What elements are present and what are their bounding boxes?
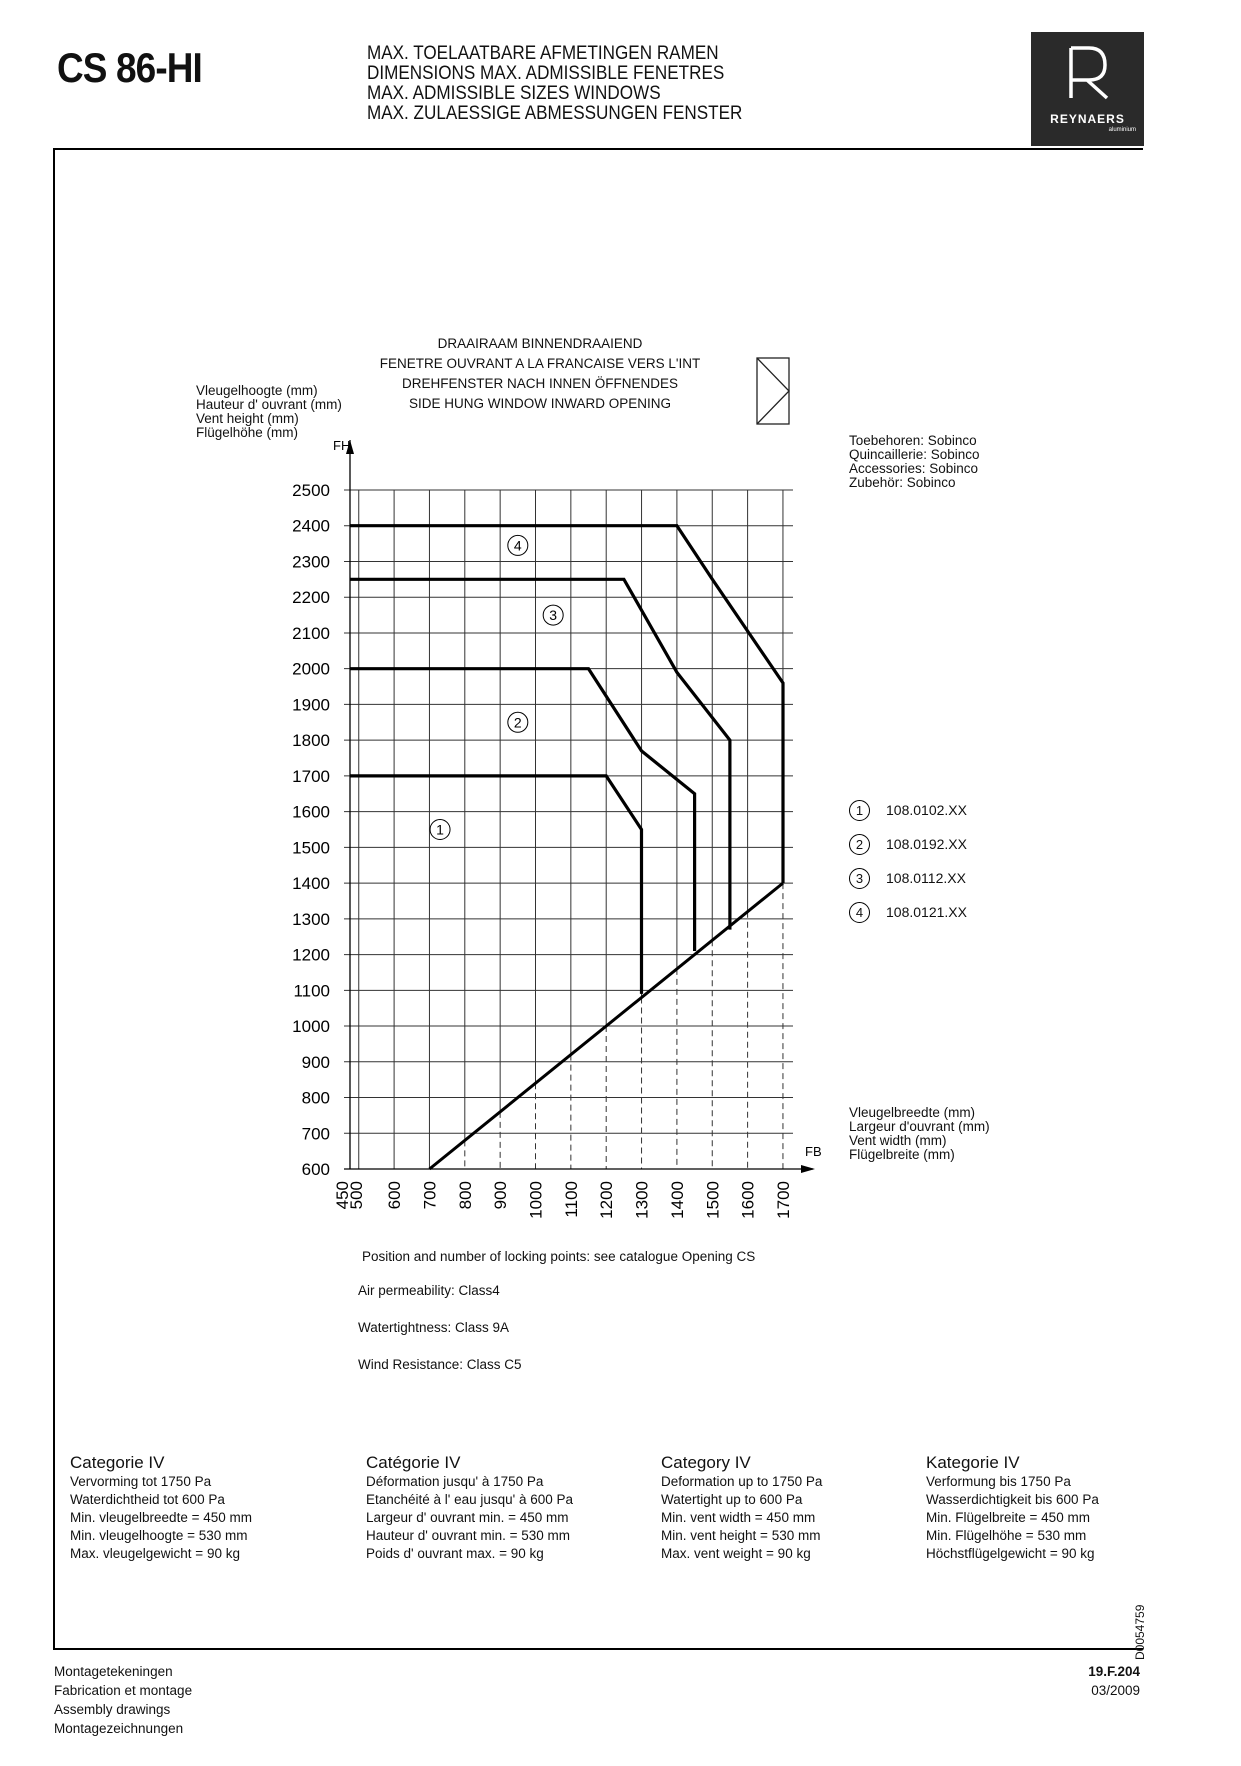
x-tick-label: 900 xyxy=(491,1181,511,1210)
legend-code: 108.0112.XX xyxy=(886,870,966,886)
chart-grid xyxy=(344,490,793,1169)
x-title-en: Vent width (mm) xyxy=(849,1133,947,1148)
title-en: MAX. ADMISSIBLE SIZES WINDOWS xyxy=(367,83,661,104)
title-de: MAX. ZULAESSIGE ABMESSUNGEN FENSTER xyxy=(367,103,743,124)
category-en xyxy=(661,1453,822,1563)
accessories-en: Accessories: Sobinco xyxy=(849,461,979,476)
window-title-de: DREHFENSTER NACH INNEN ÖFFNENDES xyxy=(401,376,679,391)
y-tick-label: 2400 xyxy=(292,516,330,536)
category-en-line: Min. vent height = 530 mm xyxy=(661,1528,821,1543)
y-title-en: Vent height (mm) xyxy=(196,411,299,426)
x-title-fr: Largeur d'ouvrant (mm) xyxy=(849,1119,990,1134)
y-tick-label: 1100 xyxy=(293,981,330,1001)
legend-number: 1 xyxy=(849,800,870,821)
legend-code: 108.0102.XX xyxy=(886,802,967,818)
category-de xyxy=(926,1453,1099,1563)
y-tick-label: 2000 xyxy=(292,659,330,679)
footer-en: Assembly drawings xyxy=(54,1702,171,1717)
footer-right xyxy=(1000,1662,1140,1700)
category-fr-line: Poids d' ouvrant max. = 90 kg xyxy=(366,1546,544,1561)
category-nl-title: Categorie IV xyxy=(70,1453,165,1472)
series-line-3 xyxy=(350,579,730,929)
y-tick-label: 2500 xyxy=(292,481,330,500)
y-tick-label: 900 xyxy=(301,1052,330,1072)
category-de-line: Verformung bis 1750 Pa xyxy=(926,1474,1071,1489)
series-marker-label: 3 xyxy=(549,607,558,624)
category-de-line: Höchstflügelgewicht = 90 kg xyxy=(926,1546,1095,1561)
category-de-line: Wasserdichtigkeit bis 600 Pa xyxy=(926,1492,1099,1507)
category-nl-line: Max. vleugelgewicht = 90 kg xyxy=(70,1546,240,1561)
category-nl-line: Vervorming tot 1750 Pa xyxy=(70,1474,212,1489)
legend-number: 3 xyxy=(849,868,870,889)
note-wind-resistance: Wind Resistance: Class C5 xyxy=(358,1357,522,1372)
y-tick-label: 1900 xyxy=(292,695,330,715)
footer-de: Montagezeichnungen xyxy=(54,1721,184,1736)
y-tick-label: 1200 xyxy=(292,945,330,965)
document-id: D0054759 xyxy=(1133,1604,1147,1660)
window-title-en: SIDE HUNG WINDOW INWARD OPENING xyxy=(409,396,671,411)
x-tick-label: 1400 xyxy=(667,1181,687,1219)
y-tick-label: 1800 xyxy=(292,731,330,751)
note-watertightness: Watertightness: Class 9A xyxy=(358,1320,510,1335)
footer-nl: Montagetekeningen xyxy=(54,1664,173,1679)
y-tick-label: 1700 xyxy=(292,766,330,786)
x-tick-label: 800 xyxy=(455,1181,475,1210)
category-en-line: Watertight up to 600 Pa xyxy=(661,1492,803,1507)
x-tick-label: 1500 xyxy=(703,1181,723,1219)
x-tick-label: 1300 xyxy=(632,1181,652,1219)
y-tick-label: 600 xyxy=(301,1160,330,1179)
window-title-nl: DRAAIRAAM BINNENDRAAIEND xyxy=(437,336,643,351)
y-tick-label: 2100 xyxy=(292,623,330,643)
x-tick-label: 1700 xyxy=(773,1181,793,1219)
x-axis-label: FB xyxy=(805,1144,822,1159)
note-air-permeability: Air permeability: Class4 xyxy=(358,1283,500,1298)
page-number: 19.F.204 xyxy=(1088,1664,1140,1679)
category-fr-title: Catégorie IV xyxy=(366,1453,461,1472)
y-tick-label: 1000 xyxy=(292,1017,330,1037)
window-title-fr: FENETRE OUVRANT A LA FRANCAISE VERS L'INT xyxy=(379,356,701,371)
x-tick-label: 450 xyxy=(333,1181,352,1210)
category-de-line: Min. Flügelbreite = 450 mm xyxy=(926,1510,1090,1525)
x-title-nl: Vleugelbreedte (mm) xyxy=(849,1105,976,1120)
category-fr-line: Etanchéité à l' eau jusqu' à 600 Pa xyxy=(366,1492,574,1507)
x-tick-label: 700 xyxy=(420,1181,440,1210)
y-axis-label: FH xyxy=(333,438,351,453)
category-de-line: Min. Flügelhöhe = 530 mm xyxy=(926,1528,1087,1543)
category-nl-line: Min. vleugelhoogte = 530 mm xyxy=(70,1528,248,1543)
category-en-line: Min. vent width = 450 mm xyxy=(661,1510,816,1525)
x-tick-label: 500 xyxy=(346,1181,366,1210)
category-nl-line: Min. vleugelbreedte = 450 mm xyxy=(70,1510,252,1525)
issue-date: 03/2009 xyxy=(1091,1683,1140,1698)
category-en-line: Max. vent weight = 90 kg xyxy=(661,1546,811,1561)
y-tick-label: 2200 xyxy=(292,588,330,608)
category-fr-line: Largeur d' ouvrant min. = 450 mm xyxy=(366,1510,569,1525)
accessories-de: Zubehör: Sobinco xyxy=(849,475,956,490)
logo-brand: REYNAERS xyxy=(1050,112,1125,126)
legend-code: 108.0121.XX xyxy=(886,904,967,920)
category-fr-line: Déformation jusqu' à 1750 Pa xyxy=(366,1474,544,1489)
x-axis-arrow xyxy=(801,1165,815,1173)
x-tick-label: 1600 xyxy=(738,1181,758,1219)
y-tick-label: 1300 xyxy=(292,909,330,929)
product-code: CS 86-HI xyxy=(57,44,202,91)
title-fr: DIMENSIONS MAX. ADMISSIBLE FENETRES xyxy=(367,63,725,84)
x-tick-label: 600 xyxy=(385,1181,405,1210)
series-marker-label: 2 xyxy=(513,714,522,731)
category-en-title: Category IV xyxy=(661,1453,751,1472)
y-title-de: Flügelhöhe (mm) xyxy=(196,425,299,440)
x-title-de: Flügelbreite (mm) xyxy=(849,1147,955,1162)
y-tick-label: 1400 xyxy=(292,874,330,894)
note-locking-points: Position and number of locking points: see catalogue Opening CS xyxy=(362,1249,756,1264)
category-fr xyxy=(366,1453,573,1563)
y-title-nl: Vleugelhoogte (mm) xyxy=(196,383,318,398)
category-fr-line: Hauteur d' ouvrant min. = 530 mm xyxy=(366,1528,571,1543)
y-title-fr: Hauteur d' ouvrant (mm) xyxy=(196,397,342,412)
chart-axes xyxy=(292,438,821,1219)
legend-number: 2 xyxy=(849,834,870,855)
y-tick-label: 1500 xyxy=(292,838,330,858)
x-tick-label: 1100 xyxy=(561,1181,581,1218)
x-tick-label: 1200 xyxy=(597,1181,617,1219)
accessories-nl: Toebehoren: Sobinco xyxy=(849,433,977,448)
y-tick-label: 1600 xyxy=(292,802,330,822)
window-symbol xyxy=(757,358,789,424)
x-tick-label: 1000 xyxy=(526,1181,546,1219)
legend-code: 108.0192.XX xyxy=(886,836,967,852)
legend-number: 4 xyxy=(849,902,870,923)
title-nl: MAX. TOELAATBARE AFMETINGEN RAMEN xyxy=(367,43,719,64)
category-en-line: Deformation up to 1750 Pa xyxy=(661,1474,823,1489)
category-nl xyxy=(70,1453,252,1563)
footer-left xyxy=(54,1662,192,1738)
series-marker-label: 4 xyxy=(513,537,522,554)
accessories-fr: Quincaillerie: Sobinco xyxy=(849,447,980,462)
series-marker-label: 1 xyxy=(436,821,444,838)
category-nl-line: Waterdichtheid tot 600 Pa xyxy=(70,1492,225,1507)
y-tick-label: 800 xyxy=(301,1088,330,1108)
category-de-title: Kategorie IV xyxy=(926,1453,1020,1472)
y-tick-label: 2300 xyxy=(292,552,330,572)
y-tick-label: 700 xyxy=(301,1124,330,1144)
logo-sub: aluminium xyxy=(1108,127,1136,133)
chart-labels xyxy=(430,535,563,839)
footer-fr: Fabrication et montage xyxy=(54,1683,193,1698)
